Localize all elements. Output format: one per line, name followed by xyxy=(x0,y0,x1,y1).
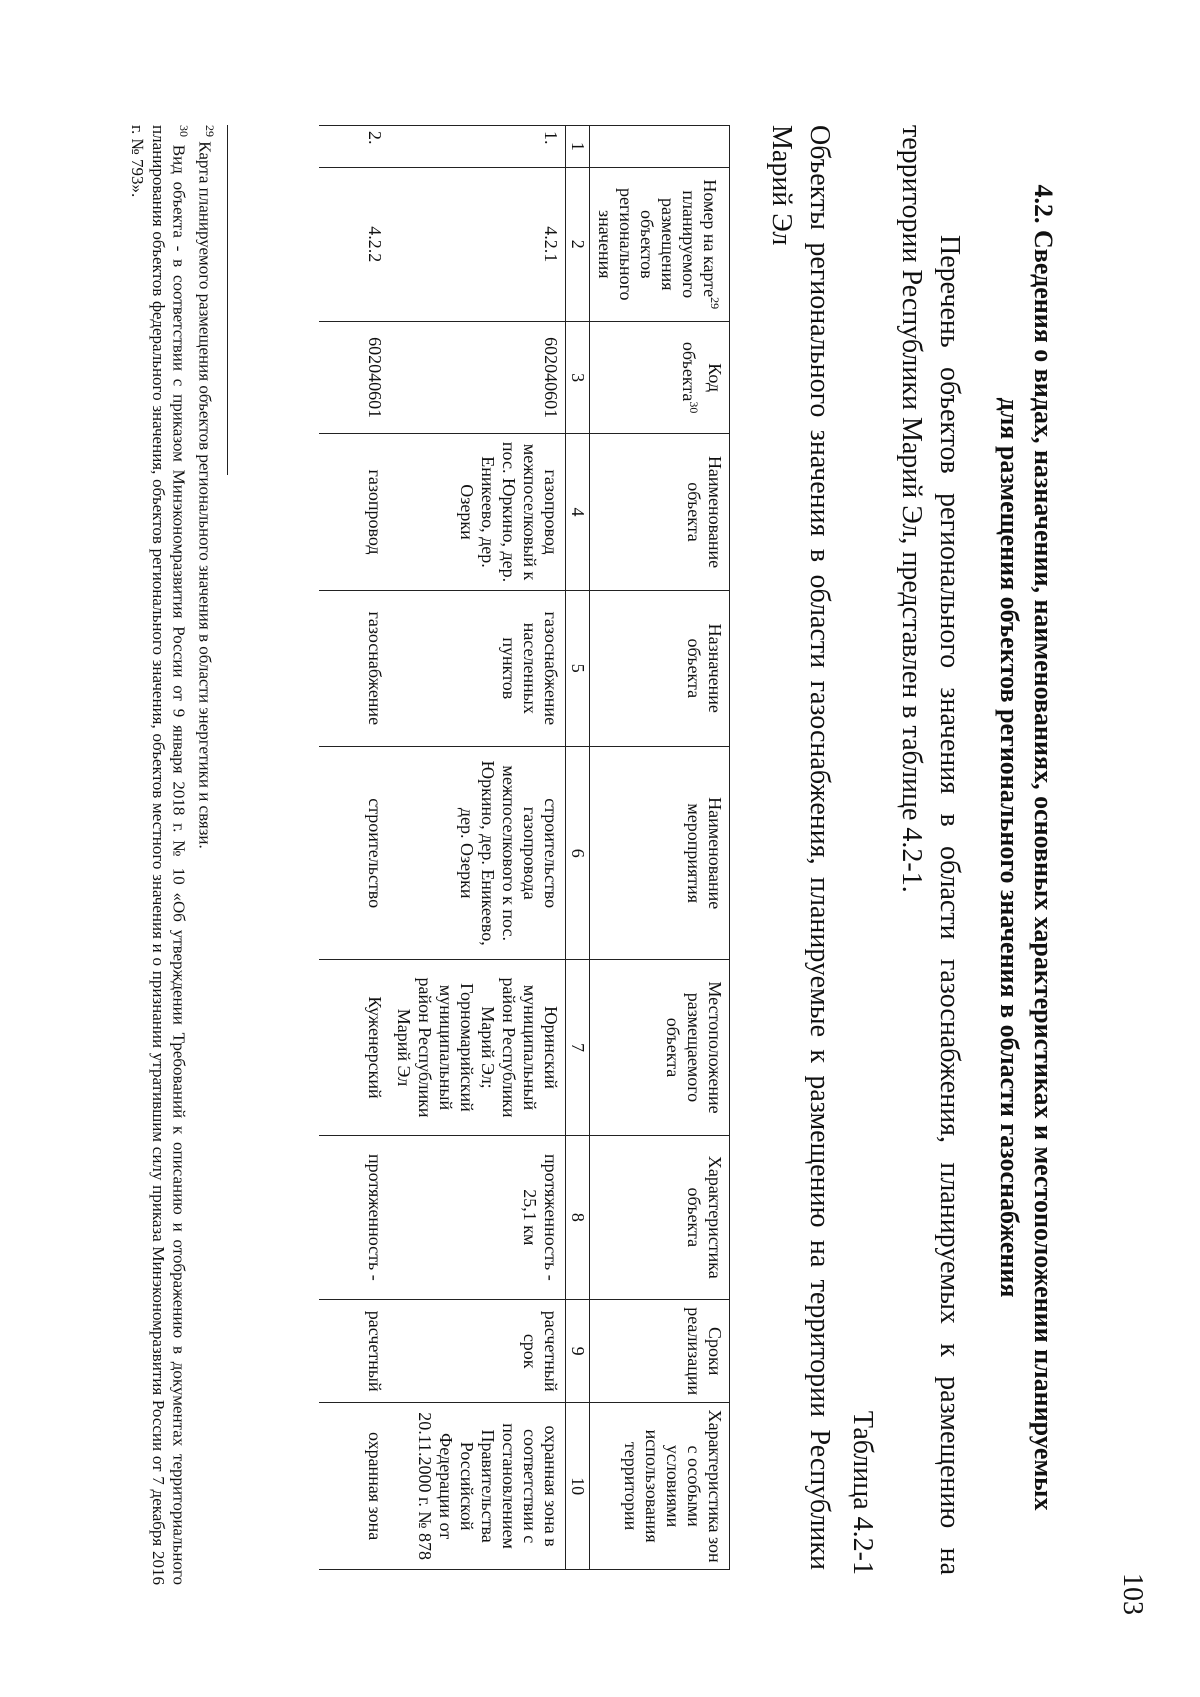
row-number: 1. xyxy=(389,126,566,168)
object-code: 602040601 xyxy=(389,321,566,434)
object-name: газопровод межпоселковый к пос. Юркино, дер. Еникеево, дер. Озерки xyxy=(389,434,566,590)
zone-characteristic: охранная зона в соответствии с постановлением Правительства Российской Федерации от 20.11.2000 г. № 878 xyxy=(389,1403,566,1570)
col-number: 3 xyxy=(566,321,590,434)
row-number: 2. xyxy=(319,126,389,168)
zone-characteristic: охранная зона xyxy=(319,1403,389,1570)
page-number: 103 xyxy=(1117,1573,1148,1615)
col-number: 2 xyxy=(566,167,590,321)
section-heading xyxy=(992,125,1060,1570)
col-number: 9 xyxy=(566,1300,590,1403)
footnote-separator xyxy=(227,125,228,475)
table-header-row xyxy=(590,126,730,1570)
object-name: газопровод xyxy=(319,434,389,590)
object-location: Куженерский xyxy=(319,960,389,1135)
footnote-29 xyxy=(194,125,220,1585)
footnote-text: Карта планируемого размещения объектов регионального значения в области энергетики и связи. xyxy=(195,141,215,849)
header-col-2-text: Номер на карте xyxy=(700,179,720,298)
col-number: 8 xyxy=(566,1135,590,1300)
action-name: строительство xyxy=(319,746,389,960)
table-caption: Таблица 4.2-1 xyxy=(847,1410,878,1575)
footnote-mark: 30 xyxy=(177,125,192,137)
header-col-1 xyxy=(590,126,730,168)
footnote-mark: 29 xyxy=(203,125,217,137)
objects-table xyxy=(319,125,730,1570)
implementation-term: расчетный срок xyxy=(389,1300,566,1403)
footnote-ref-30: 30 xyxy=(687,401,701,414)
header-col-9: Сроки реализации xyxy=(590,1300,730,1403)
header-col-5: Назначение объекта xyxy=(590,590,730,746)
object-characteristic: протяженность - xyxy=(319,1135,389,1300)
object-code: 602040601 xyxy=(319,321,389,434)
object-characteristic: протяженность - 25,1 км xyxy=(389,1135,566,1300)
table-row xyxy=(319,126,389,1570)
header-col-7: Местоположение размещаемого объекта xyxy=(590,960,730,1135)
header-col-2-rest: планируемого размещения объектов регионального значения xyxy=(595,187,699,301)
col-number: 4 xyxy=(566,434,590,590)
table-row xyxy=(389,126,566,1570)
table-title: Объекты регионального значения в области газоснабжения, планируемые к размещению на территории Республики Марий Эл xyxy=(766,125,835,1570)
header-col-4: Наименование объекта xyxy=(590,434,730,590)
footnote-text: Вид объекта - в соответствии с приказом Минэкономразвития России от 9 января 2018 г. № 10 «Об утверждении Требований к описанию и отображению в документах территориального планирования объектов федерального значения, объектов регионального значения, объектов местного значения и о признании утратившим силу приказа Минэкономразвития России от 7 декабря 2016 г. № 793». xyxy=(127,125,189,1586)
section-heading-line-1: 4.2. Сведения о видах, назначении, наименованиях, основных характеристиках и местоположении планируемых xyxy=(1029,184,1058,1511)
header-col-10: Характеристика зон с особыми условиями использования территории xyxy=(590,1403,730,1570)
footnote-30 xyxy=(127,125,195,1585)
header-col-8: Характеристика объекта xyxy=(590,1135,730,1300)
map-number: 4.2.2 xyxy=(319,167,389,321)
col-number: 6 xyxy=(566,746,590,960)
col-number: 1 xyxy=(566,126,590,168)
implementation-term: расчетный xyxy=(319,1300,389,1403)
action-name: строительство газопровода межпоселкового к пос. Юркино, дер. Еникеево, дер. Озерки xyxy=(389,746,566,960)
object-purpose: газоснабжение населенных пунктов xyxy=(389,590,566,746)
col-number: 7 xyxy=(566,960,590,1135)
header-col-6: Наименование мероприятия xyxy=(590,746,730,960)
header-col-2 xyxy=(590,167,730,321)
header-col-3 xyxy=(590,321,730,434)
col-number: 10 xyxy=(566,1403,590,1570)
object-purpose: газоснабжение xyxy=(319,590,389,746)
col-number: 5 xyxy=(566,590,590,746)
footnotes xyxy=(127,125,220,1585)
section-heading-line-2: для размещения объектов регионального значения в области газоснабжения xyxy=(995,397,1024,1298)
column-numbers-row xyxy=(566,126,590,1570)
header-col-3-text: Код объекта xyxy=(679,341,725,402)
map-number: 4.2.1 xyxy=(389,167,566,321)
footnote-ref-29: 29 xyxy=(708,297,722,310)
intro-paragraph: Перечень объектов регионального значения в области газоснабжения, планируемых к размещению на территории Республики Марий Эл, представлен в таблице 4.2-1. xyxy=(896,125,965,1575)
object-location: Юринский муниципальный район Республики Марий Эл; Горномарийский муниципальный район Республики Марий Эл xyxy=(389,960,566,1135)
